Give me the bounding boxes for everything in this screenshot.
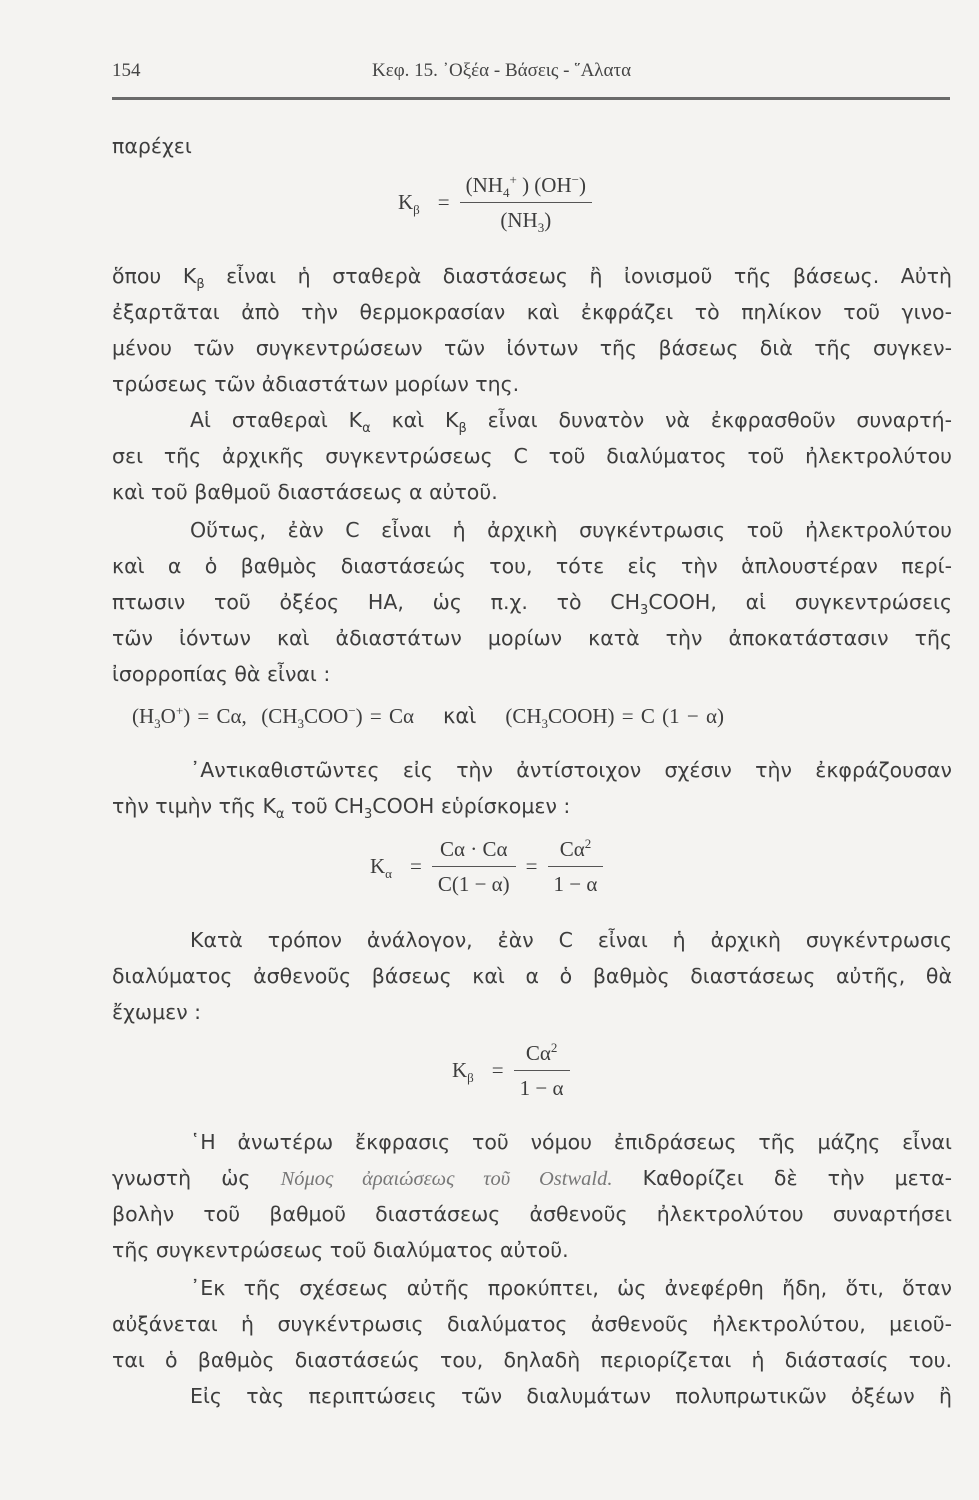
equation-kb-ammonia: $K_\beta$ = $\frac{(NH_4^+ ) (OH^-)}{(NH_3)}$ bbox=[398, 168, 592, 237]
text-line: πτωσιν τοῦ ὀξέος ΗΑ, ὡς π.χ. τὸ $CH_3COOH$, αἱ συγκεντρώσεις bbox=[112, 590, 952, 619]
equation-kb-dilution: $K_\beta$ = $\frac{C\alpha^2}{1 - \alpha}$ bbox=[452, 1036, 570, 1105]
text-line: ᾿Εκ τῆς σχέσεως αὐτῆς προκύπτει, ὡς ἀνεφέρθη ἤδη, ὅτι, ὅταν bbox=[190, 1276, 952, 1300]
text-line: Οὕτως, ἐὰν C εἶναι ἡ ἀρχικὴ συγκέντρωσις τοῦ ἠλεκτρολύτου bbox=[190, 518, 952, 542]
text-line: καὶ τοῦ βαθμοῦ διαστάσεως α αὐτοῦ. bbox=[112, 480, 498, 504]
fraction-denominator: $(NH_3)$ bbox=[500, 208, 552, 236]
text-line: ἰσορροπίας θὰ εἶναι : bbox=[112, 662, 331, 686]
text-line: τῆς συγκεντρώσεως τοῦ διαλύματος αὐτοῦ. bbox=[112, 1238, 569, 1262]
fraction-numerator: ($NH_4^+$ ) (OH−) bbox=[460, 168, 592, 203]
text-line: τὴν τιμὴν τῆς $K_\alpha$ τοῦ $CH_3COOH$ εὑρίσκομεν : bbox=[112, 794, 571, 823]
running-header bbox=[112, 60, 950, 90]
fraction-numerator: $C\alpha^2$ bbox=[548, 832, 604, 867]
text-line: ᾿Αντικαθιστῶντες εἰς τὴν ἀντίστοιχον σχέσιν τὴν ἐκφράζουσαν bbox=[190, 758, 952, 782]
text-line: αὐξάνεται ἡ συγκέντρωσις διαλύματος ἀσθενοῦς ἠλεκτρολύτου, μειοῦ- bbox=[112, 1312, 952, 1336]
text-line: παρέχει bbox=[112, 134, 192, 158]
equation-ka-dilution: $K_\alpha$ = $\frac{C\alpha \cdot C\alpha}{C(1 - \alpha)}$ = $\frac{C\alpha^2}{1 - \alpha}$ bbox=[370, 832, 603, 901]
fraction-denominator: 1 − α bbox=[519, 1076, 564, 1100]
text-line: σει τῆς ἀρχικῆς συγκεντρώσεως C τοῦ διαλύματος τοῦ ἠλεκτρολύτου bbox=[112, 444, 952, 468]
text-line: Αἱ σταθεραὶ $K_\alpha$ καὶ $K_\beta$ εἶναι δυνατὸν νὰ ἐκφρασθοῦν συναρτή- bbox=[190, 408, 952, 437]
text-line: διαλύματος ἀσθενοῦς βάσεως καὶ α ὁ βαθμὸς διαστάσεως αὐτῆς, θὰ bbox=[112, 964, 952, 988]
ostwald-law-term: Νόμος ἀραιώσεως τοῦ Ostwald. bbox=[280, 1168, 613, 1190]
chapter-title: Κεφ. 15. ᾿Οξέα - Βάσεις - ῞Αλατα bbox=[372, 60, 632, 81]
text-line: Εἰς τὰς περιπτώσεις τῶν διαλυμάτων πολυπρωτικῶν ὀξέων ἢ bbox=[190, 1384, 952, 1408]
text-line: καὶ α ὁ βαθμὸς διαστάσεώς του, τότε εἰς τὴν ἁπλουστέραν περί- bbox=[112, 554, 952, 578]
fraction-numerator: $C\alpha^2$ bbox=[514, 1036, 570, 1071]
fraction-numerator: Cα · Cα bbox=[432, 832, 516, 867]
text-line: ῾Η ἀνωτέρω ἔκφρασις τοῦ νόμου ἐπιδράσεως τῆς μάζης εἶναι bbox=[190, 1130, 952, 1154]
text-line: τῶν ἰόντων καὶ ἀδιαστάτων μορίων κατὰ τὴν ἀποκατάστασιν τῆς bbox=[112, 626, 952, 650]
text-line: μένου τῶν συγκεντρώσεων τῶν ἰόντων τῆς βάσεως διὰ τῆς συγκεν- bbox=[112, 336, 952, 360]
text-line: ἐξαρτᾶται ἀπὸ τὴν θερμοκρασίαν καὶ ἐκφράζει τὸ πηλίκον τοῦ γινο- bbox=[112, 300, 952, 324]
text-line: τρώσεως τῶν ἀδιαστάτων μορίων της. bbox=[112, 372, 520, 396]
fraction-denominator: 1 − α bbox=[553, 872, 598, 896]
text-line: ἔχωμεν : bbox=[112, 1000, 202, 1024]
text-line: ται ὁ βαθμὸς διαστάσεώς του, δηλαδὴ περιορίζεται ἡ διάστασίς του. bbox=[112, 1348, 952, 1372]
text-line: γνωστὴ ὡς Νόμος ἀραιώσεως τοῦ Ostwald. Καθορίζει δὲ τὴν μετα- bbox=[112, 1166, 952, 1190]
header-rule bbox=[112, 97, 950, 100]
fraction-denominator: C(1 − α) bbox=[437, 872, 510, 896]
text-line: βολὴν τοῦ βαθμοῦ διαστάσεως ἀσθενοῦς ἠλεκτρολύτου συναρτήσει bbox=[112, 1202, 952, 1226]
text-line: ὅπου $K_\beta$ εἶναι ἡ σταθερὰ διαστάσεως ἢ ἰονισμοῦ τῆς βάσεως. Αὐτὴ bbox=[112, 264, 953, 293]
equation-concentrations: $(H_3O^+) = C\alpha$, $(CH_3COO^-) = C\alpha$ καὶ $(CH_3COOH) = C$ (1 − α) bbox=[132, 703, 724, 732]
page-number: 154 bbox=[112, 60, 141, 81]
text-line: Κατὰ τρόπον ἀνάλογον, ἐὰν C εἶναι ἡ ἀρχικὴ συγκέντρωσις bbox=[190, 928, 952, 952]
